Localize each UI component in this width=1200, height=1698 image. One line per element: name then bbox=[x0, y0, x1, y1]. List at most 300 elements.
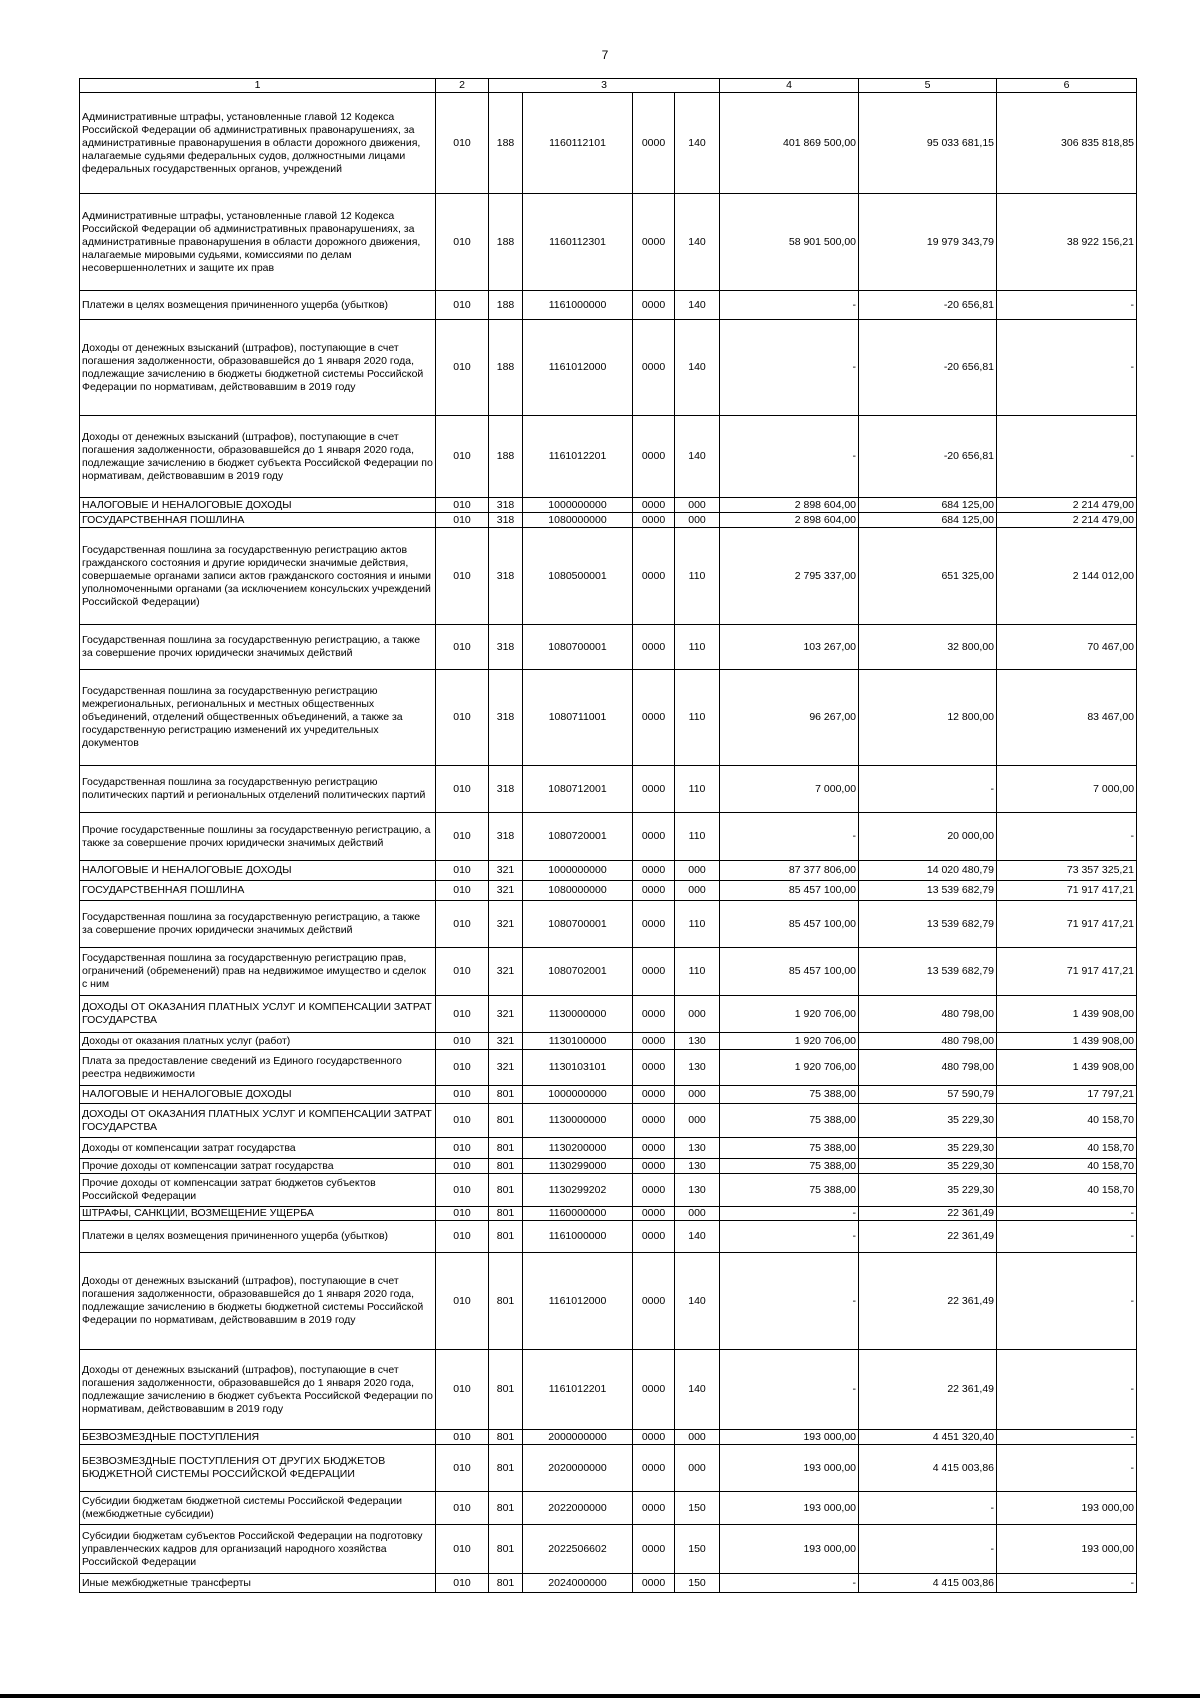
code-admin: 010 bbox=[436, 901, 489, 948]
code-admin: 010 bbox=[436, 861, 489, 881]
value-executed: 35 229,30 bbox=[859, 1159, 997, 1174]
code-chapter: 188 bbox=[489, 291, 523, 320]
row-name: Государственная пошлина за государственную регистрацию актов гражданского состояния и другие юридически значимые действия, совершаемые органами записи актов гражданского состояния и иными уполномоченными органами (за исключением консульских учреждений Российской Федерации) bbox=[80, 528, 436, 625]
code-kbk: 2000000000 bbox=[523, 1430, 633, 1445]
code-program: 0000 bbox=[633, 513, 675, 528]
code-kbk: 1000000000 bbox=[523, 498, 633, 513]
value-unexecuted: 83 467,00 bbox=[997, 670, 1137, 766]
value-planned: 2 898 604,00 bbox=[720, 498, 859, 513]
code-admin: 010 bbox=[436, 766, 489, 813]
value-executed: - bbox=[859, 766, 997, 813]
table-row bbox=[80, 1033, 1137, 1050]
code-subtype: 150 bbox=[675, 1574, 720, 1593]
value-planned: 193 000,00 bbox=[720, 1492, 859, 1525]
table-row bbox=[80, 901, 1137, 948]
table-row bbox=[80, 996, 1137, 1033]
value-unexecuted: - bbox=[997, 291, 1137, 320]
code-chapter: 188 bbox=[489, 416, 523, 498]
table-row bbox=[80, 881, 1137, 901]
table-row bbox=[80, 1104, 1137, 1138]
value-planned: 103 267,00 bbox=[720, 625, 859, 670]
table-row bbox=[80, 1221, 1137, 1253]
table-row bbox=[80, 861, 1137, 881]
code-admin: 010 bbox=[436, 291, 489, 320]
value-executed: -20 656,81 bbox=[859, 416, 997, 498]
table-row bbox=[80, 528, 1137, 625]
code-admin: 010 bbox=[436, 320, 489, 416]
code-subtype: 140 bbox=[675, 1221, 720, 1253]
value-executed: 13 539 682,79 bbox=[859, 948, 997, 996]
value-planned: 1 920 706,00 bbox=[720, 1033, 859, 1050]
code-subtype: 000 bbox=[675, 881, 720, 901]
code-kbk: 1160112301 bbox=[523, 194, 633, 291]
code-chapter: 801 bbox=[489, 1430, 523, 1445]
table-row bbox=[80, 93, 1137, 194]
table-row bbox=[80, 1138, 1137, 1159]
code-kbk: 1080720001 bbox=[523, 813, 633, 861]
row-name: Доходы от компенсации затрат государства bbox=[80, 1138, 436, 1159]
table-row bbox=[80, 416, 1137, 498]
code-subtype: 110 bbox=[675, 766, 720, 813]
row-name: ДОХОДЫ ОТ ОКАЗАНИЯ ПЛАТНЫХ УСЛУГ И КОМПЕНСАЦИИ ЗАТРАТ ГОСУДАРСТВА bbox=[80, 1104, 436, 1138]
code-chapter: 188 bbox=[489, 194, 523, 291]
value-unexecuted: 193 000,00 bbox=[997, 1492, 1137, 1525]
code-admin: 010 bbox=[436, 881, 489, 901]
code-subtype: 110 bbox=[675, 625, 720, 670]
code-program: 0000 bbox=[633, 1159, 675, 1174]
code-chapter: 801 bbox=[489, 1159, 523, 1174]
value-planned: 85 457 100,00 bbox=[720, 948, 859, 996]
code-admin: 010 bbox=[436, 93, 489, 194]
code-program: 0000 bbox=[633, 1445, 675, 1492]
code-admin: 010 bbox=[436, 1350, 489, 1430]
value-unexecuted: 306 835 818,85 bbox=[997, 93, 1137, 194]
code-chapter: 321 bbox=[489, 996, 523, 1033]
code-admin: 010 bbox=[436, 1174, 489, 1207]
code-chapter: 318 bbox=[489, 670, 523, 766]
value-executed: 19 979 343,79 bbox=[859, 194, 997, 291]
code-kbk: 1161012201 bbox=[523, 1350, 633, 1430]
code-chapter: 321 bbox=[489, 948, 523, 996]
value-executed: 4 415 003,86 bbox=[859, 1574, 997, 1593]
code-kbk: 1130299202 bbox=[523, 1174, 633, 1207]
value-planned: 75 388,00 bbox=[720, 1159, 859, 1174]
table-row bbox=[80, 948, 1137, 996]
header-col-4: 4 bbox=[720, 79, 859, 93]
code-subtype: 140 bbox=[675, 1350, 720, 1430]
code-chapter: 801 bbox=[489, 1221, 523, 1253]
code-chapter: 188 bbox=[489, 320, 523, 416]
value-executed: 12 800,00 bbox=[859, 670, 997, 766]
code-kbk: 1161000000 bbox=[523, 291, 633, 320]
code-subtype: 140 bbox=[675, 291, 720, 320]
code-admin: 010 bbox=[436, 670, 489, 766]
code-admin: 010 bbox=[436, 513, 489, 528]
row-name: Государственная пошлина за государственную регистрацию политических партий и региональных отделений политических партий bbox=[80, 766, 436, 813]
value-unexecuted: 71 917 417,21 bbox=[997, 881, 1137, 901]
code-kbk: 1130000000 bbox=[523, 996, 633, 1033]
code-admin: 010 bbox=[436, 498, 489, 513]
table-row bbox=[80, 813, 1137, 861]
value-executed: 32 800,00 bbox=[859, 625, 997, 670]
value-unexecuted: - bbox=[997, 1574, 1137, 1593]
value-planned: 193 000,00 bbox=[720, 1525, 859, 1574]
value-unexecuted: 40 158,70 bbox=[997, 1138, 1137, 1159]
code-chapter: 318 bbox=[489, 766, 523, 813]
code-chapter: 801 bbox=[489, 1445, 523, 1492]
value-planned: 96 267,00 bbox=[720, 670, 859, 766]
code-chapter: 318 bbox=[489, 498, 523, 513]
value-planned: 1 920 706,00 bbox=[720, 996, 859, 1033]
code-chapter: 801 bbox=[489, 1086, 523, 1104]
table-row bbox=[80, 766, 1137, 813]
code-program: 0000 bbox=[633, 1574, 675, 1593]
code-chapter: 321 bbox=[489, 1033, 523, 1050]
value-planned: - bbox=[720, 320, 859, 416]
code-admin: 010 bbox=[436, 1138, 489, 1159]
value-executed: 35 229,30 bbox=[859, 1138, 997, 1159]
code-chapter: 321 bbox=[489, 901, 523, 948]
table-row bbox=[80, 1050, 1137, 1086]
code-kbk: 1161012000 bbox=[523, 320, 633, 416]
code-program: 0000 bbox=[633, 1525, 675, 1574]
table-row bbox=[80, 1174, 1137, 1207]
value-unexecuted: - bbox=[997, 1430, 1137, 1445]
code-program: 0000 bbox=[633, 291, 675, 320]
value-unexecuted: 17 797,21 bbox=[997, 1086, 1137, 1104]
code-program: 0000 bbox=[633, 1253, 675, 1350]
code-subtype: 110 bbox=[675, 813, 720, 861]
value-unexecuted: - bbox=[997, 320, 1137, 416]
code-subtype: 110 bbox=[675, 948, 720, 996]
value-executed: 480 798,00 bbox=[859, 996, 997, 1033]
table-row bbox=[80, 1086, 1137, 1104]
table-row bbox=[80, 1430, 1137, 1445]
value-executed: 4 415 003,86 bbox=[859, 1445, 997, 1492]
value-unexecuted: - bbox=[997, 1253, 1137, 1350]
code-admin: 010 bbox=[436, 1159, 489, 1174]
row-name: Административные штрафы, установленные главой 12 Кодекса Российской Федерации об административных правонарушениях, за административные правонарушения в области дорожного движения, налагаемые судьями федеральных судов, должностными лицами федеральных государственных органов, учреждений bbox=[80, 93, 436, 194]
code-admin: 010 bbox=[436, 1050, 489, 1086]
code-kbk: 1080702001 bbox=[523, 948, 633, 996]
table-row bbox=[80, 1445, 1137, 1492]
table-header-row bbox=[80, 79, 1137, 93]
row-name: Плата за предоставление сведений из Единого государственного реестра недвижимости bbox=[80, 1050, 436, 1086]
value-unexecuted: 1 439 908,00 bbox=[997, 996, 1137, 1033]
code-program: 0000 bbox=[633, 498, 675, 513]
value-unexecuted: 40 158,70 bbox=[997, 1159, 1137, 1174]
value-unexecuted: 40 158,70 bbox=[997, 1174, 1137, 1207]
value-planned: 75 388,00 bbox=[720, 1104, 859, 1138]
value-unexecuted: 7 000,00 bbox=[997, 766, 1137, 813]
code-chapter: 321 bbox=[489, 861, 523, 881]
value-planned: 2 898 604,00 bbox=[720, 513, 859, 528]
value-unexecuted: 73 357 325,21 bbox=[997, 861, 1137, 881]
value-planned: 75 388,00 bbox=[720, 1174, 859, 1207]
table-row bbox=[80, 498, 1137, 513]
bottom-border-bar bbox=[0, 1694, 1200, 1698]
code-admin: 010 bbox=[436, 1104, 489, 1138]
table-row bbox=[80, 194, 1137, 291]
code-program: 0000 bbox=[633, 1050, 675, 1086]
code-kbk: 1080000000 bbox=[523, 513, 633, 528]
value-planned: 193 000,00 bbox=[720, 1430, 859, 1445]
value-planned: - bbox=[720, 1253, 859, 1350]
value-executed: 13 539 682,79 bbox=[859, 881, 997, 901]
value-executed: 22 361,49 bbox=[859, 1253, 997, 1350]
code-kbk: 2020000000 bbox=[523, 1445, 633, 1492]
code-kbk: 1080700001 bbox=[523, 901, 633, 948]
code-admin: 010 bbox=[436, 1221, 489, 1253]
code-kbk: 1080700001 bbox=[523, 625, 633, 670]
code-chapter: 188 bbox=[489, 93, 523, 194]
code-admin: 010 bbox=[436, 1430, 489, 1445]
row-name: НАЛОГОВЫЕ И НЕНАЛОГОВЫЕ ДОХОДЫ bbox=[80, 498, 436, 513]
value-unexecuted: - bbox=[997, 416, 1137, 498]
code-chapter: 801 bbox=[489, 1174, 523, 1207]
code-program: 0000 bbox=[633, 93, 675, 194]
value-unexecuted: - bbox=[997, 1350, 1137, 1430]
value-executed: 14 020 480,79 bbox=[859, 861, 997, 881]
code-chapter: 321 bbox=[489, 881, 523, 901]
header-col-6: 6 bbox=[997, 79, 1137, 93]
value-planned: - bbox=[720, 416, 859, 498]
code-kbk: 2022506602 bbox=[523, 1525, 633, 1574]
row-name: ШТРАФЫ, САНКЦИИ, ВОЗМЕЩЕНИЕ УЩЕРБА bbox=[80, 1207, 436, 1221]
value-planned: - bbox=[720, 291, 859, 320]
code-admin: 010 bbox=[436, 1492, 489, 1525]
revenue-table bbox=[79, 78, 1137, 1593]
code-program: 0000 bbox=[633, 948, 675, 996]
code-program: 0000 bbox=[633, 625, 675, 670]
value-executed: 480 798,00 bbox=[859, 1050, 997, 1086]
value-executed: 480 798,00 bbox=[859, 1033, 997, 1050]
row-name: Доходы от денежных взысканий (штрафов), поступающие в счет погашения задолженности, образовавшейся до 1 января 2020 года, подлежащие зачислению в бюджет субъекта Российской Федерации по нормативам, действовавшим в 2019 году bbox=[80, 416, 436, 498]
code-subtype: 000 bbox=[675, 861, 720, 881]
code-program: 0000 bbox=[633, 901, 675, 948]
row-name: ДОХОДЫ ОТ ОКАЗАНИЯ ПЛАТНЫХ УСЛУГ И КОМПЕНСАЦИИ ЗАТРАТ ГОСУДАРСТВА bbox=[80, 996, 436, 1033]
code-kbk: 1080000000 bbox=[523, 881, 633, 901]
code-program: 0000 bbox=[633, 996, 675, 1033]
code-admin: 010 bbox=[436, 948, 489, 996]
value-unexecuted: - bbox=[997, 1445, 1137, 1492]
code-program: 0000 bbox=[633, 1350, 675, 1430]
table-row bbox=[80, 625, 1137, 670]
row-name: Государственная пошлина за государственную регистрацию, а также за совершение прочих юридически значимых действий bbox=[80, 625, 436, 670]
code-program: 0000 bbox=[633, 416, 675, 498]
code-chapter: 801 bbox=[489, 1253, 523, 1350]
row-name: БЕЗВОЗМЕЗДНЫЕ ПОСТУПЛЕНИЯ ОТ ДРУГИХ БЮДЖЕТОВ БЮДЖЕТНОЙ СИСТЕМЫ РОССИЙСКОЙ ФЕДЕРАЦИИ bbox=[80, 1445, 436, 1492]
value-executed: - bbox=[859, 1492, 997, 1525]
code-program: 0000 bbox=[633, 1086, 675, 1104]
code-admin: 010 bbox=[436, 1525, 489, 1574]
code-admin: 010 bbox=[436, 194, 489, 291]
row-name: БЕЗВОЗМЕЗДНЫЕ ПОСТУПЛЕНИЯ bbox=[80, 1430, 436, 1445]
code-program: 0000 bbox=[633, 670, 675, 766]
value-executed: 20 000,00 bbox=[859, 813, 997, 861]
code-chapter: 801 bbox=[489, 1138, 523, 1159]
code-program: 0000 bbox=[633, 766, 675, 813]
code-kbk: 1130000000 bbox=[523, 1104, 633, 1138]
value-planned: - bbox=[720, 1221, 859, 1253]
value-unexecuted: 40 158,70 bbox=[997, 1104, 1137, 1138]
value-executed: - bbox=[859, 1525, 997, 1574]
row-name: Платежи в целях возмещения причиненного ущерба (убытков) bbox=[80, 291, 436, 320]
code-kbk: 1080712001 bbox=[523, 766, 633, 813]
code-admin: 010 bbox=[436, 1207, 489, 1221]
code-subtype: 110 bbox=[675, 528, 720, 625]
code-subtype: 130 bbox=[675, 1033, 720, 1050]
row-name: ГОСУДАРСТВЕННАЯ ПОШЛИНА bbox=[80, 513, 436, 528]
row-name: Государственная пошлина за государственную регистрацию межрегиональных, региональных и местных общественных объединений, отделений общественных объединений, а также за государственную регистрацию изменений их учредительных документов bbox=[80, 670, 436, 766]
code-kbk: 1000000000 bbox=[523, 861, 633, 881]
value-planned: 193 000,00 bbox=[720, 1445, 859, 1492]
value-unexecuted: 70 467,00 bbox=[997, 625, 1137, 670]
value-executed: 22 361,49 bbox=[859, 1221, 997, 1253]
value-executed: 22 361,49 bbox=[859, 1350, 997, 1430]
code-subtype: 150 bbox=[675, 1492, 720, 1525]
value-executed: 651 325,00 bbox=[859, 528, 997, 625]
value-unexecuted: - bbox=[997, 813, 1137, 861]
code-admin: 010 bbox=[436, 1086, 489, 1104]
code-admin: 010 bbox=[436, 1445, 489, 1492]
code-program: 0000 bbox=[633, 320, 675, 416]
code-subtype: 150 bbox=[675, 1525, 720, 1574]
code-program: 0000 bbox=[633, 1033, 675, 1050]
value-unexecuted: 2 144 012,00 bbox=[997, 528, 1137, 625]
code-kbk: 2022000000 bbox=[523, 1492, 633, 1525]
value-executed: 35 229,30 bbox=[859, 1174, 997, 1207]
code-admin: 010 bbox=[436, 625, 489, 670]
row-name: Доходы от оказания платных услуг (работ) bbox=[80, 1033, 436, 1050]
code-subtype: 130 bbox=[675, 1050, 720, 1086]
code-subtype: 110 bbox=[675, 670, 720, 766]
value-executed: 684 125,00 bbox=[859, 498, 997, 513]
code-program: 0000 bbox=[633, 194, 675, 291]
table-row bbox=[80, 1253, 1137, 1350]
value-planned: 75 388,00 bbox=[720, 1086, 859, 1104]
table-row bbox=[80, 513, 1137, 528]
code-chapter: 801 bbox=[489, 1492, 523, 1525]
code-program: 0000 bbox=[633, 1138, 675, 1159]
code-kbk: 1160000000 bbox=[523, 1207, 633, 1221]
code-chapter: 318 bbox=[489, 528, 523, 625]
code-program: 0000 bbox=[633, 1104, 675, 1138]
code-kbk: 1000000000 bbox=[523, 1086, 633, 1104]
value-unexecuted: 2 214 479,00 bbox=[997, 498, 1137, 513]
value-executed: -20 656,81 bbox=[859, 291, 997, 320]
code-program: 0000 bbox=[633, 861, 675, 881]
code-program: 0000 bbox=[633, 528, 675, 625]
code-kbk: 1080711001 bbox=[523, 670, 633, 766]
code-program: 0000 bbox=[633, 813, 675, 861]
code-program: 0000 bbox=[633, 1207, 675, 1221]
value-planned: 7 000,00 bbox=[720, 766, 859, 813]
value-planned: 1 920 706,00 bbox=[720, 1050, 859, 1086]
value-planned: 85 457 100,00 bbox=[720, 901, 859, 948]
value-planned: 87 377 806,00 bbox=[720, 861, 859, 881]
value-unexecuted: - bbox=[997, 1221, 1137, 1253]
code-chapter: 801 bbox=[489, 1350, 523, 1430]
value-planned: 401 869 500,00 bbox=[720, 93, 859, 194]
value-unexecuted: 1 439 908,00 bbox=[997, 1033, 1137, 1050]
code-kbk: 1161000000 bbox=[523, 1221, 633, 1253]
value-unexecuted: 1 439 908,00 bbox=[997, 1050, 1137, 1086]
code-admin: 010 bbox=[436, 996, 489, 1033]
value-executed: -20 656,81 bbox=[859, 320, 997, 416]
code-kbk: 1161012201 bbox=[523, 416, 633, 498]
code-chapter: 318 bbox=[489, 513, 523, 528]
page-number: 7 bbox=[601, 48, 609, 62]
value-planned: 2 795 337,00 bbox=[720, 528, 859, 625]
row-name: Государственная пошлина за государственную регистрацию, а также за совершение прочих юридически значимых действий bbox=[80, 901, 436, 948]
table-row bbox=[80, 1492, 1137, 1525]
value-unexecuted: 71 917 417,21 bbox=[997, 901, 1137, 948]
row-name: Государственная пошлина за государственную регистрацию прав, ограничений (обременений) прав на недвижимое имущество и сделок с ним bbox=[80, 948, 436, 996]
code-chapter: 801 bbox=[489, 1207, 523, 1221]
table-row bbox=[80, 1159, 1137, 1174]
code-subtype: 140 bbox=[675, 194, 720, 291]
value-planned: - bbox=[720, 1574, 859, 1593]
table-row bbox=[80, 1350, 1137, 1430]
code-admin: 010 bbox=[436, 1253, 489, 1350]
value-unexecuted: 38 922 156,21 bbox=[997, 194, 1137, 291]
value-executed: 35 229,30 bbox=[859, 1104, 997, 1138]
code-program: 0000 bbox=[633, 1430, 675, 1445]
value-unexecuted: - bbox=[997, 1207, 1137, 1221]
code-admin: 010 bbox=[436, 1033, 489, 1050]
value-planned: - bbox=[720, 1350, 859, 1430]
row-name: Доходы от денежных взысканий (штрафов), поступающие в счет погашения задолженности, образовавшейся до 1 января 2020 года, подлежащие зачислению в бюджеты бюджетной системы Российской Федерации по нормативам, действовавшим в 2019 году bbox=[80, 1253, 436, 1350]
code-subtype: 000 bbox=[675, 996, 720, 1033]
code-kbk: 1130100000 bbox=[523, 1033, 633, 1050]
code-program: 0000 bbox=[633, 1221, 675, 1253]
code-chapter: 321 bbox=[489, 1050, 523, 1086]
code-program: 0000 bbox=[633, 881, 675, 901]
value-planned: 75 388,00 bbox=[720, 1138, 859, 1159]
code-subtype: 000 bbox=[675, 1104, 720, 1138]
value-executed: 684 125,00 bbox=[859, 513, 997, 528]
code-subtype: 000 bbox=[675, 1430, 720, 1445]
row-name: НАЛОГОВЫЕ И НЕНАЛОГОВЫЕ ДОХОДЫ bbox=[80, 861, 436, 881]
row-name: Субсидии бюджетам бюджетной системы Российской Федерации (межбюджетные субсидии) bbox=[80, 1492, 436, 1525]
value-planned: - bbox=[720, 1207, 859, 1221]
code-kbk: 1161012000 bbox=[523, 1253, 633, 1350]
code-admin: 010 bbox=[436, 528, 489, 625]
header-col-1: 1 bbox=[80, 79, 436, 93]
code-subtype: 000 bbox=[675, 498, 720, 513]
code-subtype: 130 bbox=[675, 1138, 720, 1159]
code-kbk: 2024000000 bbox=[523, 1574, 633, 1593]
header-col-3: 3 bbox=[489, 79, 720, 93]
code-kbk: 1160112101 bbox=[523, 93, 633, 194]
code-kbk: 1130103101 bbox=[523, 1050, 633, 1086]
code-subtype: 140 bbox=[675, 416, 720, 498]
code-program: 0000 bbox=[633, 1492, 675, 1525]
row-name: НАЛОГОВЫЕ И НЕНАЛОГОВЫЕ ДОХОДЫ bbox=[80, 1086, 436, 1104]
code-subtype: 000 bbox=[675, 1445, 720, 1492]
code-chapter: 801 bbox=[489, 1525, 523, 1574]
table-row bbox=[80, 1525, 1137, 1574]
table-row bbox=[80, 320, 1137, 416]
value-planned: 58 901 500,00 bbox=[720, 194, 859, 291]
row-name: Платежи в целях возмещения причиненного ущерба (убытков) bbox=[80, 1221, 436, 1253]
table-row bbox=[80, 670, 1137, 766]
row-name: Доходы от денежных взысканий (штрафов), поступающие в счет погашения задолженности, образовавшейся до 1 января 2020 года, подлежащие зачислению в бюджеты бюджетной системы Российской Федерации по нормативам, действовавшим в 2019 году bbox=[80, 320, 436, 416]
code-kbk: 1130299000 bbox=[523, 1159, 633, 1174]
header-col-2: 2 bbox=[436, 79, 489, 93]
code-admin: 010 bbox=[436, 813, 489, 861]
